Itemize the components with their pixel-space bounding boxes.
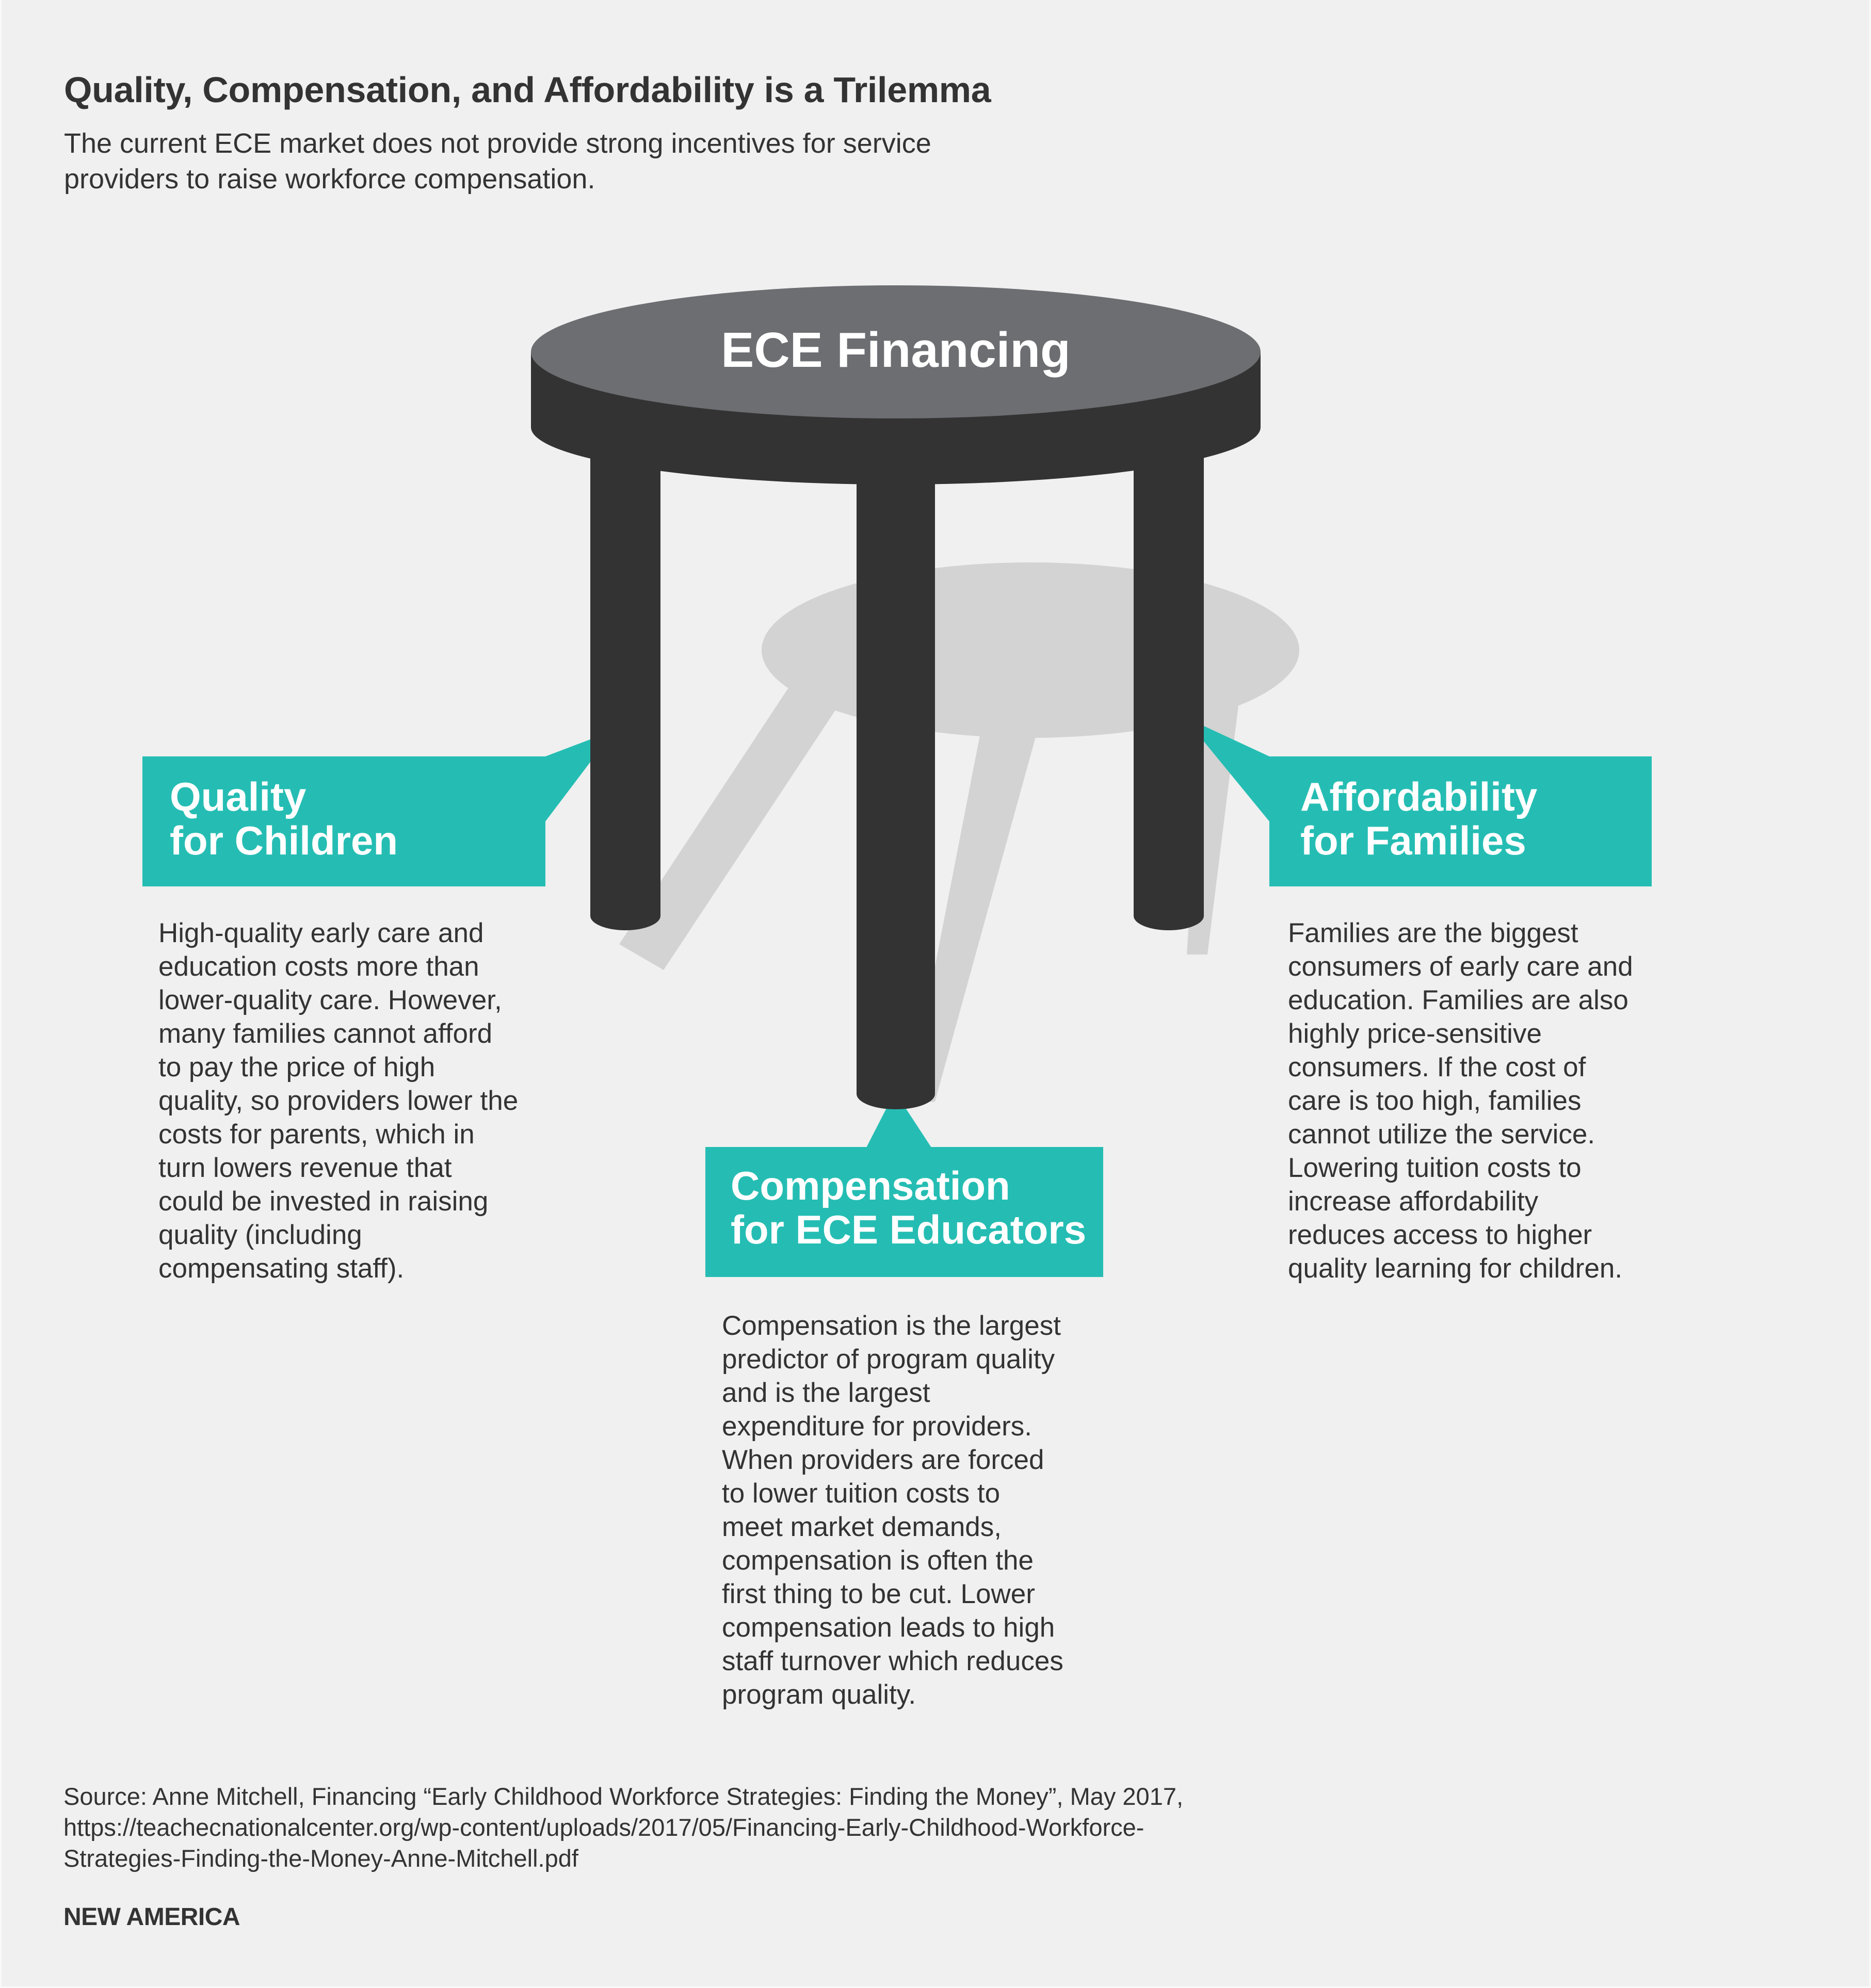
affordability-description: [1288, 916, 1633, 1285]
source-url-line[interactable]: Strategies-Finding-the-Money-Anne-Mitchell.pdf: [63, 1845, 578, 1872]
compensation-body-line: first thing to be cut. Lower: [722, 1579, 1035, 1609]
affordability-body-line: Lowering tuition costs to: [1288, 1153, 1582, 1183]
stool: [531, 285, 1261, 1109]
stool-leg-right: [1134, 444, 1204, 916]
compensation-body-line: meet market demands,: [722, 1512, 1002, 1542]
stool-leg-left: [590, 444, 660, 916]
compensation-body-line: When providers are forced: [722, 1445, 1044, 1475]
affordability-body-line: quality learning for children.: [1288, 1253, 1623, 1284]
compensation-body-line: staff turnover which reduces: [722, 1646, 1063, 1676]
affordability-heading: [1300, 775, 1537, 863]
quality-heading: [170, 775, 398, 863]
quality-body-line: lower-quality care. However,: [158, 985, 502, 1015]
subtitle-line: The current ECE market does not provide strong incentives for service: [64, 128, 931, 159]
compensation-heading-line: for ECE Educators: [731, 1207, 1087, 1252]
affordability-body-line: consumers of early care and: [1288, 951, 1633, 982]
affordability-body-line: education. Families are also: [1288, 985, 1628, 1015]
quality-description: [158, 916, 518, 1285]
compensation-body-line: and is the largest: [722, 1378, 930, 1408]
quality-heading-line: Quality: [170, 774, 307, 819]
brand-logo-text: NEW AMERICA: [63, 1903, 240, 1931]
page-subtitle: [64, 126, 1044, 197]
affordability-heading-line: for Families: [1300, 818, 1526, 863]
source-line: Source: Anne Mitchell, Financing “Early Childhood Workforce Strategies: Finding the Money”, May 2017,: [63, 1783, 1184, 1810]
compensation-heading-line: Compensation: [731, 1163, 1010, 1208]
compensation-body-line: predictor of program quality: [722, 1344, 1055, 1375]
quality-body-line: compensating staff).: [158, 1253, 405, 1284]
compensation-body-line: compensation leads to high: [722, 1612, 1055, 1643]
affordability-body-line: consumers. If the cost of: [1288, 1052, 1586, 1082]
affordability-body-line: highly price-sensitive: [1288, 1019, 1542, 1049]
quality-body-line: quality, so providers lower the: [158, 1086, 519, 1116]
quality-body-line: turn lowers revenue that: [158, 1153, 452, 1183]
compensation-body-line: expenditure for providers.: [722, 1411, 1032, 1442]
quality-heading-line: for Children: [170, 818, 398, 863]
compensation-body-line: to lower tuition costs to: [722, 1478, 1001, 1509]
compensation-body-line: Compensation is the largest: [722, 1311, 1061, 1341]
compensation-pointer: [866, 1104, 931, 1147]
affordability-heading-line: Affordability: [1300, 774, 1538, 819]
quality-body-line: education costs more than: [158, 951, 479, 982]
source-url-line[interactable]: https://teachecnationalcenter.org/wp-content/uploads/2017/05/Financing-Early-Childhood-Workforce-: [63, 1814, 1144, 1841]
compensation-body-line: program quality.: [722, 1679, 916, 1710]
quality-body-line: costs for parents, which in: [158, 1119, 475, 1150]
page-title: Quality, Compensation, and Affordability is a Trilemma: [64, 70, 991, 110]
stool-leg-center-foot: [857, 1078, 935, 1109]
quality-pointer: [545, 739, 590, 821]
compensation-heading: [731, 1164, 1086, 1252]
quality-body-line: quality (including: [158, 1220, 362, 1250]
stool-leg-left-foot: [590, 901, 660, 930]
seat-label: ECE Financing: [721, 322, 1071, 378]
quality-body-line: to pay the price of high: [158, 1052, 436, 1082]
affordability-body-line: reduces access to higher: [1288, 1220, 1592, 1250]
affordability-body-line: cannot utilize the service.: [1288, 1119, 1595, 1150]
subtitle-line: providers to raise workforce compensation.: [64, 164, 595, 195]
compensation-description: [722, 1309, 1063, 1711]
affordability-body-line: Families are the biggest: [1288, 918, 1578, 948]
quality-body-line: could be invested in raising: [158, 1186, 489, 1217]
quality-body-line: High-quality early care and: [158, 918, 484, 948]
affordability-body-line: increase affordability: [1288, 1186, 1539, 1217]
stool-leg-right-foot: [1134, 901, 1204, 930]
source-citation: [63, 1781, 1183, 1874]
stool-leg-center: [857, 444, 935, 1094]
compensation-body-line: compensation is often the: [722, 1545, 1034, 1576]
affordability-body-line: care is too high, families: [1288, 1086, 1582, 1116]
quality-body-line: many families cannot afford: [158, 1019, 493, 1049]
